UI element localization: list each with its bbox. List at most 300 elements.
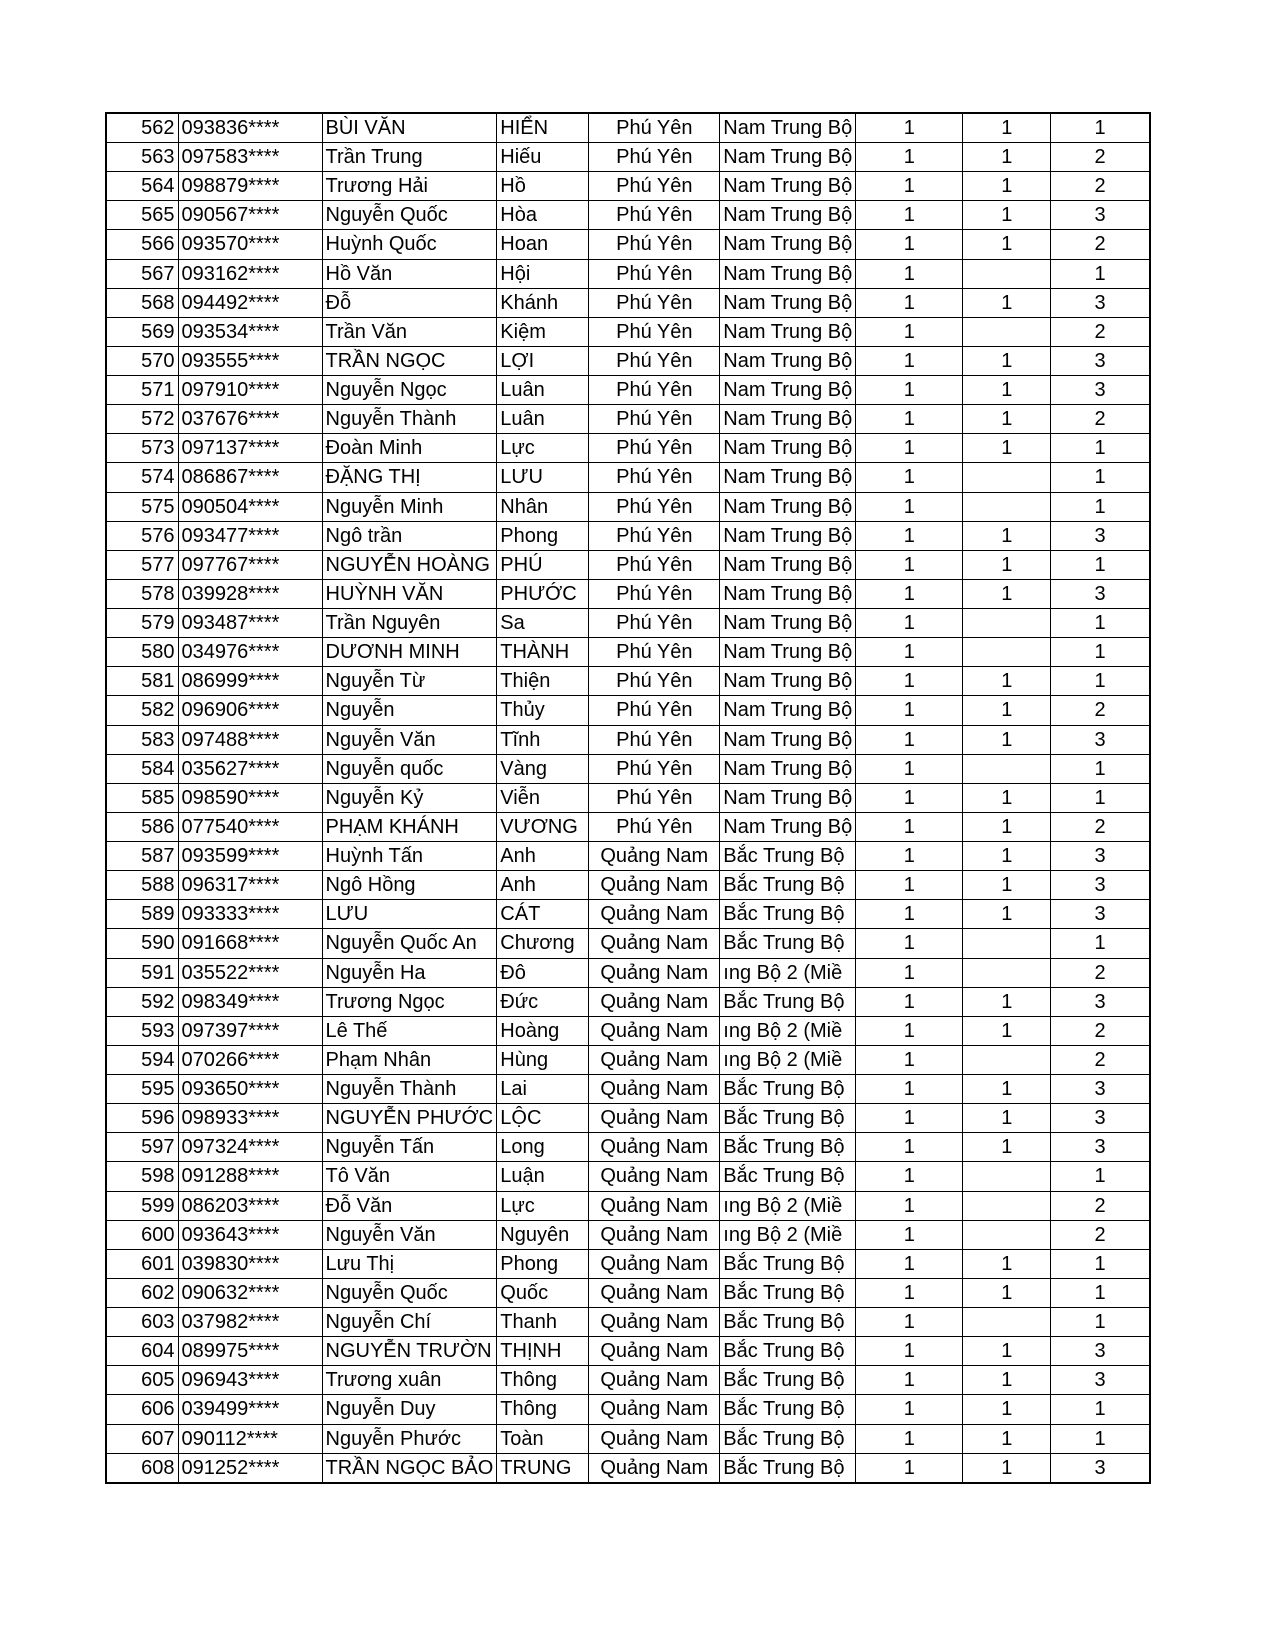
region-cell: Nam Trung Bộ: [720, 259, 856, 288]
table-row: [106, 550, 1150, 579]
score-1-cell: 1: [856, 143, 963, 172]
stt-cell: 600: [106, 1220, 178, 1249]
given-name-cell: LỢI: [497, 346, 589, 375]
surname-cell: Ngô trần: [322, 521, 497, 550]
stt-cell: 602: [106, 1278, 178, 1307]
surname-cell: Nguyễn: [322, 696, 497, 725]
score-2-cell: 1: [963, 1249, 1051, 1278]
stt-cell: 582: [106, 696, 178, 725]
stt-cell: 577: [106, 550, 178, 579]
given-name-cell: TRUNG: [497, 1453, 589, 1483]
table-row: [106, 1308, 1150, 1337]
stt-cell: 565: [106, 201, 178, 230]
stt-cell: 594: [106, 1045, 178, 1074]
score-1-cell: 1: [856, 405, 963, 434]
province-cell: Quảng Nam: [589, 1133, 720, 1162]
phone-cell: 098879****: [178, 172, 322, 201]
phone-cell: 037982****: [178, 1308, 322, 1337]
given-name-cell: PHƯỚC: [497, 579, 589, 608]
score-2-cell: [963, 1308, 1051, 1337]
given-name-cell: Thông: [497, 1395, 589, 1424]
score-2-cell: [963, 1045, 1051, 1074]
phone-cell: 098349****: [178, 987, 322, 1016]
stt-cell: 605: [106, 1366, 178, 1395]
phone-cell: 096906****: [178, 696, 322, 725]
given-name-cell: Phong: [497, 521, 589, 550]
score-3-cell: 2: [1051, 317, 1150, 346]
table-row: [106, 609, 1150, 638]
score-1-cell: 1: [856, 376, 963, 405]
score-1-cell: 1: [856, 259, 963, 288]
table-row: [106, 113, 1150, 143]
surname-cell: Đỗ Văn: [322, 1191, 497, 1220]
surname-cell: NGUYỄN PHƯỚC: [322, 1104, 497, 1133]
given-name-cell: Hội: [497, 259, 589, 288]
province-cell: Quảng Nam: [589, 900, 720, 929]
given-name-cell: Đô: [497, 958, 589, 987]
stt-cell: 596: [106, 1104, 178, 1133]
score-2-cell: 1: [963, 172, 1051, 201]
phone-cell: 097397****: [178, 1016, 322, 1045]
score-3-cell: 3: [1051, 1133, 1150, 1162]
score-2-cell: 1: [963, 1337, 1051, 1366]
phone-cell: 093570****: [178, 230, 322, 259]
province-cell: Quảng Nam: [589, 1424, 720, 1453]
score-2-cell: 1: [963, 1366, 1051, 1395]
score-3-cell: 1: [1051, 1308, 1150, 1337]
surname-cell: Nguyễn quốc: [322, 754, 497, 783]
score-1-cell: 1: [856, 346, 963, 375]
phone-cell: 093534****: [178, 317, 322, 346]
table-row: [106, 1366, 1150, 1395]
surname-cell: Trần Nguyên: [322, 609, 497, 638]
surname-cell: BÙI VĂN: [322, 113, 497, 143]
surname-cell: Nguyễn Phước: [322, 1424, 497, 1453]
given-name-cell: Anh: [497, 842, 589, 871]
phone-cell: 093333****: [178, 900, 322, 929]
region-cell: Nam Trung Bộ: [720, 579, 856, 608]
region-cell: ıng Bộ 2 (Miề: [720, 1220, 856, 1249]
surname-cell: NGUYỄN TRƯỜN: [322, 1337, 497, 1366]
region-cell: Bắc Trung Bộ: [720, 1395, 856, 1424]
score-3-cell: 3: [1051, 346, 1150, 375]
given-name-cell: Thông: [497, 1366, 589, 1395]
table-row: [106, 1220, 1150, 1249]
province-cell: Quảng Nam: [589, 929, 720, 958]
province-cell: Quảng Nam: [589, 958, 720, 987]
phone-cell: 091288****: [178, 1162, 322, 1191]
given-name-cell: Long: [497, 1133, 589, 1162]
phone-cell: 097488****: [178, 725, 322, 754]
stt-cell: 597: [106, 1133, 178, 1162]
score-2-cell: [963, 1220, 1051, 1249]
table-row: [106, 987, 1150, 1016]
table-row: [106, 1104, 1150, 1133]
given-name-cell: Nhân: [497, 492, 589, 521]
region-cell: Bắc Trung Bộ: [720, 871, 856, 900]
region-cell: Nam Trung Bộ: [720, 667, 856, 696]
score-1-cell: 1: [856, 579, 963, 608]
stt-cell: 607: [106, 1424, 178, 1453]
score-2-cell: 1: [963, 987, 1051, 1016]
score-3-cell: 1: [1051, 492, 1150, 521]
score-3-cell: 1: [1051, 929, 1150, 958]
province-cell: Phú Yên: [589, 463, 720, 492]
score-2-cell: [963, 1162, 1051, 1191]
stt-cell: 599: [106, 1191, 178, 1220]
score-3-cell: 3: [1051, 1337, 1150, 1366]
province-cell: Quảng Nam: [589, 1220, 720, 1249]
stt-cell: 588: [106, 871, 178, 900]
phone-cell: 089975****: [178, 1337, 322, 1366]
table-row: [106, 842, 1150, 871]
phone-cell: 070266****: [178, 1045, 322, 1074]
province-cell: Quảng Nam: [589, 1191, 720, 1220]
score-2-cell: [963, 463, 1051, 492]
table-row: [106, 230, 1150, 259]
score-3-cell: 3: [1051, 579, 1150, 608]
surname-cell: TRẦN NGỌC: [322, 346, 497, 375]
province-cell: Phú Yên: [589, 696, 720, 725]
score-3-cell: 1: [1051, 609, 1150, 638]
region-cell: Bắc Trung Bộ: [720, 1104, 856, 1133]
score-1-cell: 1: [856, 812, 963, 841]
region-cell: Nam Trung Bộ: [720, 725, 856, 754]
phone-cell: 096317****: [178, 871, 322, 900]
surname-cell: Nguyễn Duy: [322, 1395, 497, 1424]
surname-cell: Nguyễn Văn: [322, 1220, 497, 1249]
region-cell: Nam Trung Bộ: [720, 288, 856, 317]
province-cell: Phú Yên: [589, 812, 720, 841]
score-1-cell: 1: [856, 929, 963, 958]
province-cell: Quảng Nam: [589, 1162, 720, 1191]
surname-cell: Nguyễn Quốc: [322, 201, 497, 230]
given-name-cell: Anh: [497, 871, 589, 900]
region-cell: Bắc Trung Bộ: [720, 1278, 856, 1307]
surname-cell: Nguyễn Ha: [322, 958, 497, 987]
stt-cell: 581: [106, 667, 178, 696]
score-3-cell: 3: [1051, 725, 1150, 754]
given-name-cell: Lai: [497, 1075, 589, 1104]
stt-cell: 579: [106, 609, 178, 638]
province-cell: Quảng Nam: [589, 1075, 720, 1104]
phone-cell: 097583****: [178, 143, 322, 172]
score-2-cell: 1: [963, 696, 1051, 725]
score-2-cell: 1: [963, 1016, 1051, 1045]
phone-cell: 035522****: [178, 958, 322, 987]
table-row: [106, 929, 1150, 958]
province-cell: Quảng Nam: [589, 1278, 720, 1307]
score-2-cell: 1: [963, 1424, 1051, 1453]
score-1-cell: 1: [856, 1366, 963, 1395]
phone-cell: 094492****: [178, 288, 322, 317]
score-3-cell: 2: [1051, 1191, 1150, 1220]
score-3-cell: 3: [1051, 842, 1150, 871]
data-table: [105, 112, 1151, 1484]
province-cell: Phú Yên: [589, 346, 720, 375]
province-cell: Phú Yên: [589, 783, 720, 812]
table-row: [106, 143, 1150, 172]
score-2-cell: 1: [963, 230, 1051, 259]
score-1-cell: 1: [856, 201, 963, 230]
table-row: [106, 1453, 1150, 1483]
phone-cell: 097324****: [178, 1133, 322, 1162]
score-1-cell: 1: [856, 871, 963, 900]
phone-cell: 097767****: [178, 550, 322, 579]
score-1-cell: 1: [856, 1045, 963, 1074]
score-2-cell: [963, 958, 1051, 987]
phone-cell: 098590****: [178, 783, 322, 812]
score-1-cell: 1: [856, 987, 963, 1016]
score-3-cell: 3: [1051, 1453, 1150, 1483]
region-cell: Nam Trung Bộ: [720, 201, 856, 230]
region-cell: Nam Trung Bộ: [720, 638, 856, 667]
score-3-cell: 1: [1051, 1424, 1150, 1453]
score-3-cell: 3: [1051, 1366, 1150, 1395]
region-cell: Nam Trung Bộ: [720, 230, 856, 259]
stt-cell: 590: [106, 929, 178, 958]
score-1-cell: 1: [856, 1337, 963, 1366]
score-2-cell: 1: [963, 288, 1051, 317]
score-2-cell: [963, 638, 1051, 667]
score-3-cell: 2: [1051, 143, 1150, 172]
given-name-cell: LỘC: [497, 1104, 589, 1133]
table-row: [106, 871, 1150, 900]
region-cell: Bắc Trung Bộ: [720, 987, 856, 1016]
surname-cell: HUỲNH VĂN: [322, 579, 497, 608]
stt-cell: 566: [106, 230, 178, 259]
province-cell: Quảng Nam: [589, 1395, 720, 1424]
stt-cell: 591: [106, 958, 178, 987]
score-2-cell: 1: [963, 871, 1051, 900]
province-cell: Phú Yên: [589, 550, 720, 579]
stt-cell: 587: [106, 842, 178, 871]
score-1-cell: 1: [856, 754, 963, 783]
table-row: [106, 434, 1150, 463]
province-cell: Phú Yên: [589, 259, 720, 288]
score-1-cell: 1: [856, 521, 963, 550]
score-1-cell: 1: [856, 725, 963, 754]
region-cell: Bắc Trung Bộ: [720, 1162, 856, 1191]
surname-cell: Ngô Hồng: [322, 871, 497, 900]
province-cell: Phú Yên: [589, 667, 720, 696]
phone-cell: 086203****: [178, 1191, 322, 1220]
score-3-cell: 1: [1051, 434, 1150, 463]
score-1-cell: 1: [856, 609, 963, 638]
score-1-cell: 1: [856, 900, 963, 929]
score-3-cell: 2: [1051, 696, 1150, 725]
phone-cell: 091668****: [178, 929, 322, 958]
surname-cell: Đoàn Minh: [322, 434, 497, 463]
score-2-cell: [963, 317, 1051, 346]
region-cell: Nam Trung Bộ: [720, 463, 856, 492]
given-name-cell: Khánh: [497, 288, 589, 317]
score-3-cell: 1: [1051, 1162, 1150, 1191]
province-cell: Phú Yên: [589, 638, 720, 667]
score-1-cell: 1: [856, 1395, 963, 1424]
given-name-cell: Chương: [497, 929, 589, 958]
given-name-cell: Hồ: [497, 172, 589, 201]
surname-cell: Đỗ: [322, 288, 497, 317]
score-2-cell: 1: [963, 1075, 1051, 1104]
score-2-cell: 1: [963, 900, 1051, 929]
phone-cell: 098933****: [178, 1104, 322, 1133]
score-3-cell: 1: [1051, 550, 1150, 579]
phone-cell: 035627****: [178, 754, 322, 783]
score-2-cell: [963, 754, 1051, 783]
stt-cell: 592: [106, 987, 178, 1016]
province-cell: Phú Yên: [589, 143, 720, 172]
score-2-cell: 1: [963, 1278, 1051, 1307]
region-cell: Bắc Trung Bộ: [720, 1075, 856, 1104]
region-cell: Nam Trung Bộ: [720, 113, 856, 143]
province-cell: Phú Yên: [589, 172, 720, 201]
province-cell: Quảng Nam: [589, 1016, 720, 1045]
table-row: [106, 172, 1150, 201]
score-3-cell: 1: [1051, 754, 1150, 783]
table-row: [106, 1395, 1150, 1424]
given-name-cell: THỊNH: [497, 1337, 589, 1366]
surname-cell: Nguyễn Minh: [322, 492, 497, 521]
table-row: [106, 463, 1150, 492]
region-cell: Nam Trung Bộ: [720, 754, 856, 783]
score-3-cell: 2: [1051, 1220, 1150, 1249]
region-cell: Bắc Trung Bộ: [720, 1366, 856, 1395]
surname-cell: Trương Ngọc: [322, 987, 497, 1016]
table-row: [106, 288, 1150, 317]
phone-cell: 093477****: [178, 521, 322, 550]
surname-cell: DƯƠNH MINH: [322, 638, 497, 667]
score-2-cell: 1: [963, 376, 1051, 405]
stt-cell: 608: [106, 1453, 178, 1483]
region-cell: Bắc Trung Bộ: [720, 1308, 856, 1337]
score-1-cell: 1: [856, 1133, 963, 1162]
province-cell: Phú Yên: [589, 725, 720, 754]
surname-cell: Phạm Nhân: [322, 1045, 497, 1074]
score-3-cell: 1: [1051, 259, 1150, 288]
stt-cell: 584: [106, 754, 178, 783]
table-row: [106, 1424, 1150, 1453]
score-3-cell: 1: [1051, 1278, 1150, 1307]
given-name-cell: Thiện: [497, 667, 589, 696]
phone-cell: 039499****: [178, 1395, 322, 1424]
phone-cell: 093650****: [178, 1075, 322, 1104]
region-cell: Nam Trung Bộ: [720, 550, 856, 579]
score-3-cell: 1: [1051, 667, 1150, 696]
phone-cell: 097137****: [178, 434, 322, 463]
given-name-cell: Luân: [497, 376, 589, 405]
table-row: [106, 405, 1150, 434]
score-2-cell: [963, 1191, 1051, 1220]
region-cell: Nam Trung Bộ: [720, 143, 856, 172]
score-1-cell: 1: [856, 1191, 963, 1220]
stt-cell: 593: [106, 1016, 178, 1045]
stt-cell: 580: [106, 638, 178, 667]
given-name-cell: CÁT: [497, 900, 589, 929]
score-1-cell: 1: [856, 783, 963, 812]
score-3-cell: 1: [1051, 1249, 1150, 1278]
surname-cell: Nguyễn Chí: [322, 1308, 497, 1337]
score-3-cell: 3: [1051, 521, 1150, 550]
province-cell: Phú Yên: [589, 579, 720, 608]
given-name-cell: Sa: [497, 609, 589, 638]
region-cell: Bắc Trung Bộ: [720, 1133, 856, 1162]
score-3-cell: 2: [1051, 405, 1150, 434]
given-name-cell: HIỂN: [497, 113, 589, 143]
score-2-cell: 1: [963, 346, 1051, 375]
given-name-cell: Quốc: [497, 1278, 589, 1307]
table-row: [106, 201, 1150, 230]
given-name-cell: Toàn: [497, 1424, 589, 1453]
given-name-cell: Lực: [497, 434, 589, 463]
surname-cell: Huỳnh Tấn: [322, 842, 497, 871]
table-row: [106, 1278, 1150, 1307]
phone-cell: 093487****: [178, 609, 322, 638]
province-cell: Phú Yên: [589, 754, 720, 783]
surname-cell: NGUYỄN HOÀNG: [322, 550, 497, 579]
stt-cell: 576: [106, 521, 178, 550]
province-cell: Phú Yên: [589, 201, 720, 230]
score-3-cell: 3: [1051, 987, 1150, 1016]
score-2-cell: 1: [963, 1395, 1051, 1424]
table-row: [106, 492, 1150, 521]
surname-cell: Nguyễn Từ: [322, 667, 497, 696]
province-cell: Quảng Nam: [589, 1308, 720, 1337]
province-cell: Quảng Nam: [589, 871, 720, 900]
score-1-cell: 1: [856, 288, 963, 317]
stt-cell: 563: [106, 143, 178, 172]
score-1-cell: 1: [856, 1278, 963, 1307]
region-cell: Bắc Trung Bộ: [720, 900, 856, 929]
province-cell: Phú Yên: [589, 288, 720, 317]
score-2-cell: [963, 929, 1051, 958]
given-name-cell: Luận: [497, 1162, 589, 1191]
region-cell: ıng Bộ 2 (Miề: [720, 1045, 856, 1074]
score-3-cell: 2: [1051, 958, 1150, 987]
given-name-cell: Hòa: [497, 201, 589, 230]
score-1-cell: 1: [856, 1162, 963, 1191]
province-cell: Phú Yên: [589, 230, 720, 259]
score-3-cell: 1: [1051, 1395, 1150, 1424]
score-2-cell: [963, 492, 1051, 521]
score-1-cell: 1: [856, 1249, 963, 1278]
province-cell: Quảng Nam: [589, 1337, 720, 1366]
surname-cell: Nguyễn Quốc: [322, 1278, 497, 1307]
region-cell: Bắc Trung Bộ: [720, 1424, 856, 1453]
phone-cell: 086867****: [178, 463, 322, 492]
surname-cell: Nguyễn Quốc An: [322, 929, 497, 958]
phone-cell: 091252****: [178, 1453, 322, 1483]
table-row: [106, 346, 1150, 375]
table-row: [106, 521, 1150, 550]
phone-cell: 039830****: [178, 1249, 322, 1278]
score-1-cell: 1: [856, 463, 963, 492]
phone-cell: 077540****: [178, 812, 322, 841]
table-row: [106, 1191, 1150, 1220]
score-1-cell: 1: [856, 1308, 963, 1337]
score-2-cell: 1: [963, 725, 1051, 754]
surname-cell: Huỳnh Quốc: [322, 230, 497, 259]
province-cell: Phú Yên: [589, 521, 720, 550]
score-2-cell: [963, 609, 1051, 638]
phone-cell: 039928****: [178, 579, 322, 608]
phone-cell: 093599****: [178, 842, 322, 871]
score-3-cell: 2: [1051, 812, 1150, 841]
score-2-cell: [963, 259, 1051, 288]
province-cell: Quảng Nam: [589, 1249, 720, 1278]
region-cell: Nam Trung Bộ: [720, 696, 856, 725]
stt-cell: 586: [106, 812, 178, 841]
